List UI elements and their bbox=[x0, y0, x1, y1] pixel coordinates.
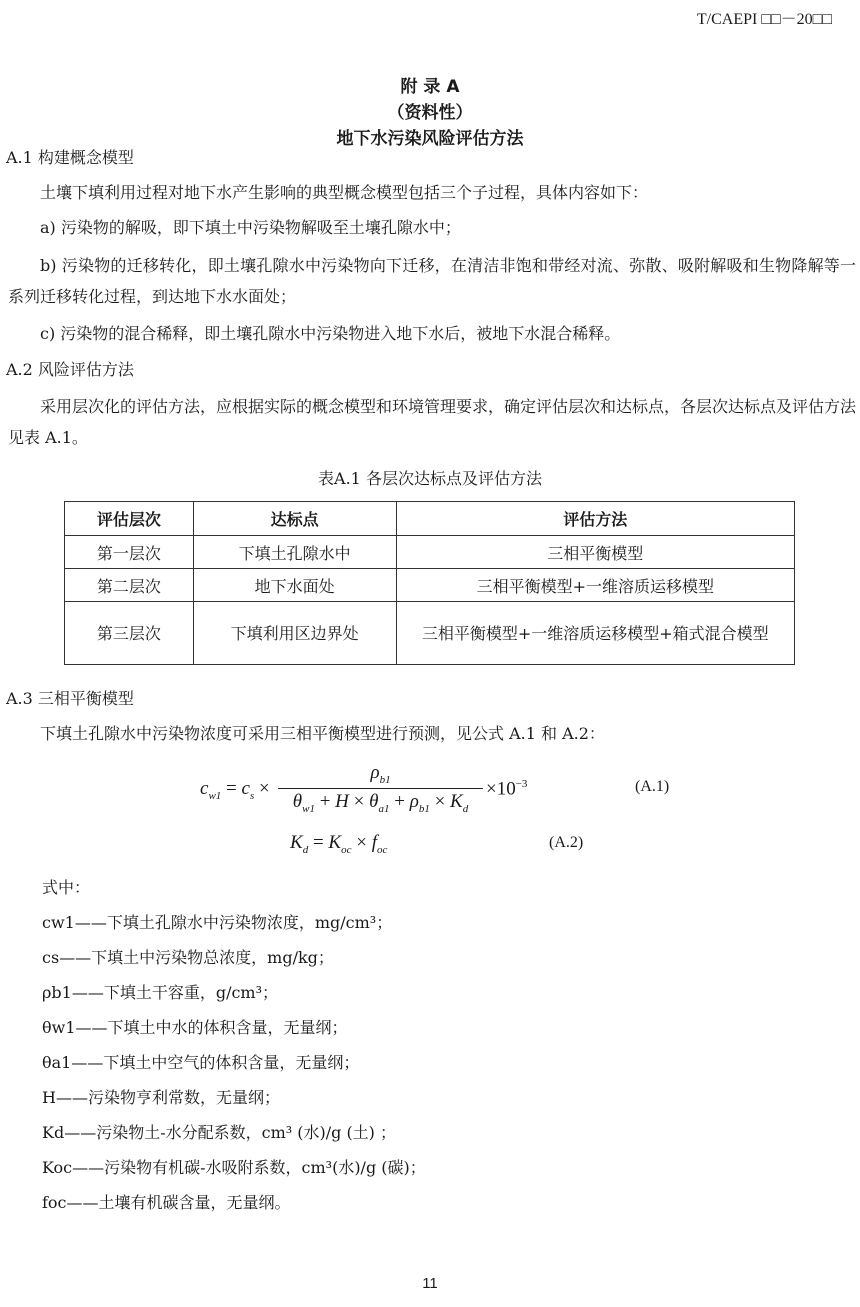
section-a2-heading: A.2 风险评估方法 bbox=[6, 360, 134, 379]
variable-definition: θw1——下填土中水的体积含量，无量纲； bbox=[42, 1018, 348, 1037]
table-row bbox=[65, 569, 795, 602]
appendix-title-line1: 附 录 A bbox=[400, 77, 460, 97]
formula-a1: $c_{w1} = c_s$ × $\frac{\rho_{b1}}{\theta_{w1} + H \times \theta_{a1} + \rho_{b1} \times K_d}$ $\times 10^{-3}$ bbox=[200, 762, 528, 815]
variable-definition: Koc——污染物有机碳-水吸附系数，cm³(水)/g (碳)； bbox=[42, 1158, 426, 1177]
section-a1-intro: 土壤下填利用过程对地下水产生影响的典型概念模型包括三个子过程，具体内容如下： bbox=[40, 183, 649, 202]
table-row bbox=[65, 602, 795, 665]
variable-definition: H——污染物亨利常数，无量纲； bbox=[42, 1088, 280, 1107]
assessment-table bbox=[64, 501, 795, 665]
formula-a2-number: (A.2) bbox=[549, 834, 584, 851]
table-cell: 三相平衡模型+一维溶质运移模型 bbox=[396, 569, 794, 602]
table-header-cell: 评估层次 bbox=[65, 502, 194, 536]
formula-a2: $K_d = K_{oc} \times f_{oc}$ bbox=[290, 832, 388, 856]
table-header-cell: 评估方法 bbox=[396, 502, 794, 536]
section-a3-heading: A.3 三相平衡模型 bbox=[6, 689, 134, 708]
variable-definition: Kd——污染物土-水分配系数，cm³ (水)/g (土) ； bbox=[42, 1123, 397, 1142]
table-caption: 表A.1 各层次达标点及评估方法 bbox=[318, 469, 542, 488]
table-header-row bbox=[65, 502, 795, 536]
section-a1-heading: A.1 构建概念模型 bbox=[6, 148, 134, 167]
table-cell: 第一层次 bbox=[65, 536, 194, 569]
table-cell: 下填土孔隙水中 bbox=[193, 536, 396, 569]
table-header-cell: 达标点 bbox=[193, 502, 396, 536]
where-label: 式中： bbox=[42, 878, 91, 897]
variable-definition: cw1——下填土孔隙水中污染物浓度，mg/cm³； bbox=[42, 913, 393, 932]
page-number: 11 bbox=[422, 1275, 438, 1292]
table-cell: 第三层次 bbox=[65, 602, 194, 665]
table-cell: 三相平衡模型+一维溶质运移模型+箱式混合模型 bbox=[396, 602, 794, 665]
page-header: T/CAEPI □□－20□□ bbox=[696, 11, 832, 28]
variable-definition: θa1——下填土中空气的体积含量，无量纲； bbox=[42, 1053, 360, 1072]
appendix-title-line3: 地下水污染风险评估方法 bbox=[336, 129, 524, 149]
table-cell: 三相平衡模型 bbox=[396, 536, 794, 569]
appendix-title-line2: （资料性） bbox=[387, 103, 473, 123]
section-a1-item-c: c) 污染物的混合稀释，即土壤孔隙水中污染物进入地下水后，被地下水混合稀释。 bbox=[40, 324, 621, 343]
variable-definition: foc——土壤有机碳含量，无量纲。 bbox=[42, 1193, 291, 1212]
section-a3-paragraph: 下填土孔隙水中污染物浓度可采用三相平衡模型进行预测，见公式 A.1 和 A.2： bbox=[40, 724, 605, 743]
appendix-title bbox=[0, 74, 860, 152]
table-row bbox=[65, 536, 795, 569]
section-a1-item-a: a) 污染物的解吸，即下填土中污染物解吸至土壤孔隙水中； bbox=[40, 218, 461, 237]
table-cell: 下填利用区边界处 bbox=[193, 602, 396, 665]
section-a1-item-b: b) 污染物的迁移转化，即土壤孔隙水中污染物向下迁移，在清洁非饱和带经对流、弥散、吸附解吸和生物降解等一系列迁移转化过程，到达地下水水面处； bbox=[8, 256, 856, 306]
variable-definition: cs——下填土中污染物总浓度，mg/kg； bbox=[42, 948, 334, 967]
table-cell: 第二层次 bbox=[65, 569, 194, 602]
table-cell: 地下水面处 bbox=[193, 569, 396, 602]
section-a2-paragraph: 采用层次化的评估方法，应根据实际的概念模型和环境管理要求，确定评估层次和达标点，各层次达标点及评估方法见表 A.1。 bbox=[8, 397, 857, 447]
formula-a1-number: (A.1) bbox=[635, 778, 670, 795]
variable-definition: ρb1——下填土干容重，g/cm³； bbox=[42, 983, 279, 1002]
